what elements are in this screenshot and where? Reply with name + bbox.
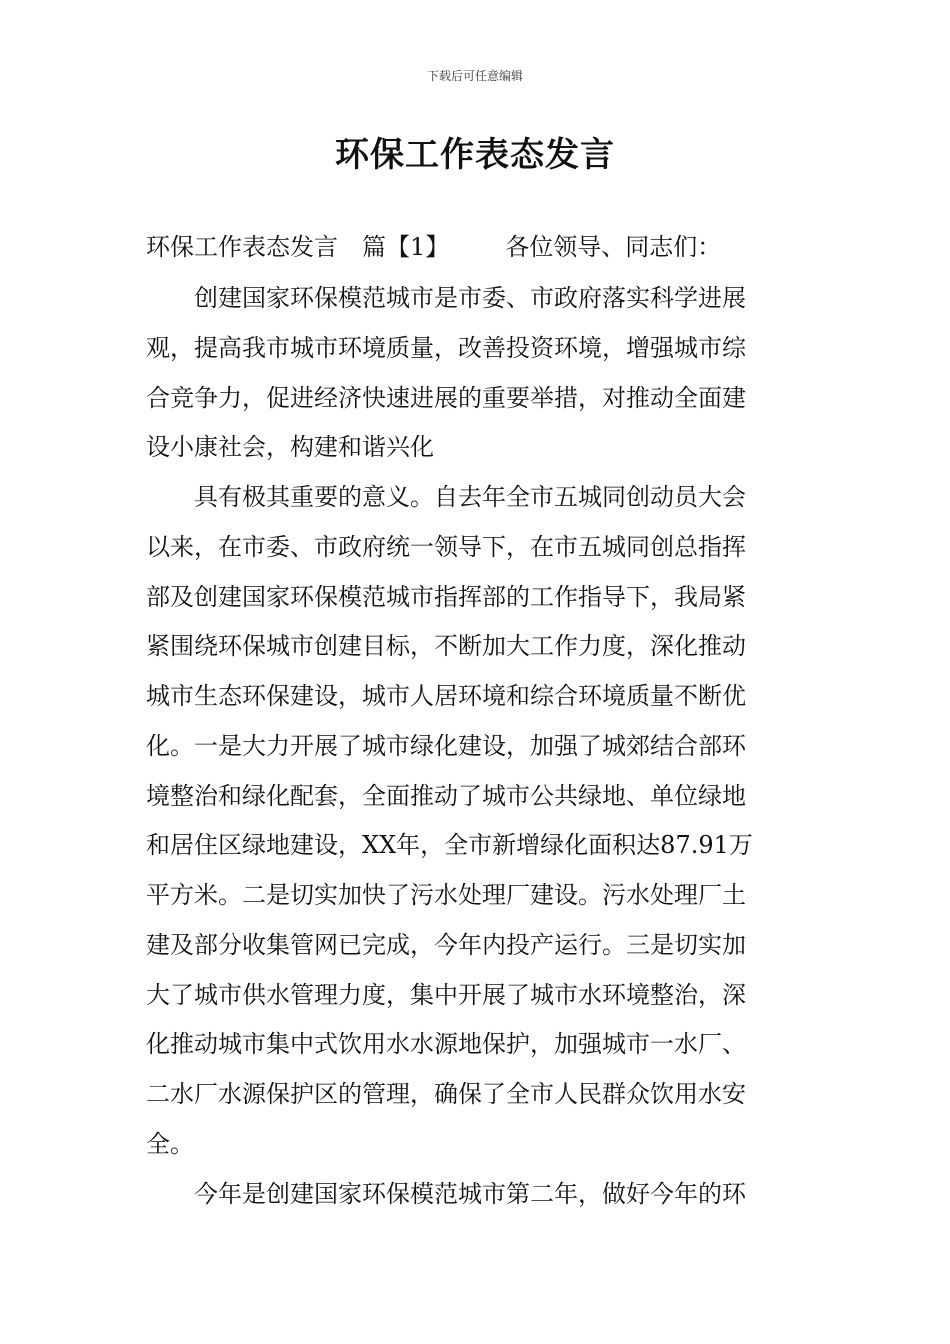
body-line: 二水厂水源保护区的管理，确保了全市人民群众饮用水安 bbox=[146, 1080, 746, 1108]
body-line: 创建国家环保模范城市是市委、市政府落实科学进展 bbox=[146, 284, 746, 312]
body-line: 境整治和绿化配套，全面推动了城市公共绿地、单位绿地 bbox=[146, 782, 746, 810]
intro-doc-name: 环保工作表态发言 bbox=[146, 233, 338, 261]
body-line: 观，提高我市城市环境质量，改善投资环境，增强城市综 bbox=[146, 334, 746, 362]
intro-line bbox=[146, 232, 816, 262]
body-line: 部及创建国家环保模范城市指挥部的工作指导下，我局紧 bbox=[146, 583, 746, 611]
body-line: 全。 bbox=[146, 1130, 194, 1158]
body-line: 以来，在市委、市政府统一领导下，在市五城同创总指挥 bbox=[146, 533, 746, 561]
body-line: 化。一是大力开展了城市绿化建设，加强了城郊结合部环 bbox=[146, 732, 746, 760]
body-line: 建及部分收集管网已完成，今年内投产运行。三是切实加 bbox=[146, 931, 746, 959]
body-line: 设小康社会，构建和谐兴化 bbox=[146, 433, 434, 461]
body-line: 化推动城市集中式饮用水水源地保护，加强城市一水厂、 bbox=[146, 1030, 746, 1058]
document-title: 环保工作表态发言 bbox=[335, 135, 615, 175]
body-line: 平方米。二是切实加快了污水处理厂建设。污水处理厂土 bbox=[146, 881, 746, 909]
intro-salutation: 各位领导、同志们： bbox=[505, 233, 722, 261]
body-line: 大了城市供水管理力度，集中开展了城市水环境整治，深 bbox=[146, 981, 746, 1009]
body-line: 紧围绕环保城市创建目标，不断加大工作力度，深化推动 bbox=[146, 632, 746, 660]
body-line: 合竞争力，促进经济快速进展的重要举措，对推动全面建 bbox=[146, 384, 746, 412]
body-line: 具有极其重要的意义。自去年全市五城同创动员大会 bbox=[146, 483, 746, 511]
header-note: 下载后可任意编辑 bbox=[426, 69, 523, 83]
body-line: 城市生态环保建设，城市人居环境和综合环境质量不断优 bbox=[146, 682, 746, 710]
body-line: 和居住区绿地建设，XX年，全市新增绿化面积达87.91万 bbox=[146, 831, 753, 859]
intro-section-label: 篇【1】 bbox=[362, 233, 450, 261]
body-line: 今年是创建国家环保模范城市第二年，做好今年的环 bbox=[146, 1180, 746, 1208]
